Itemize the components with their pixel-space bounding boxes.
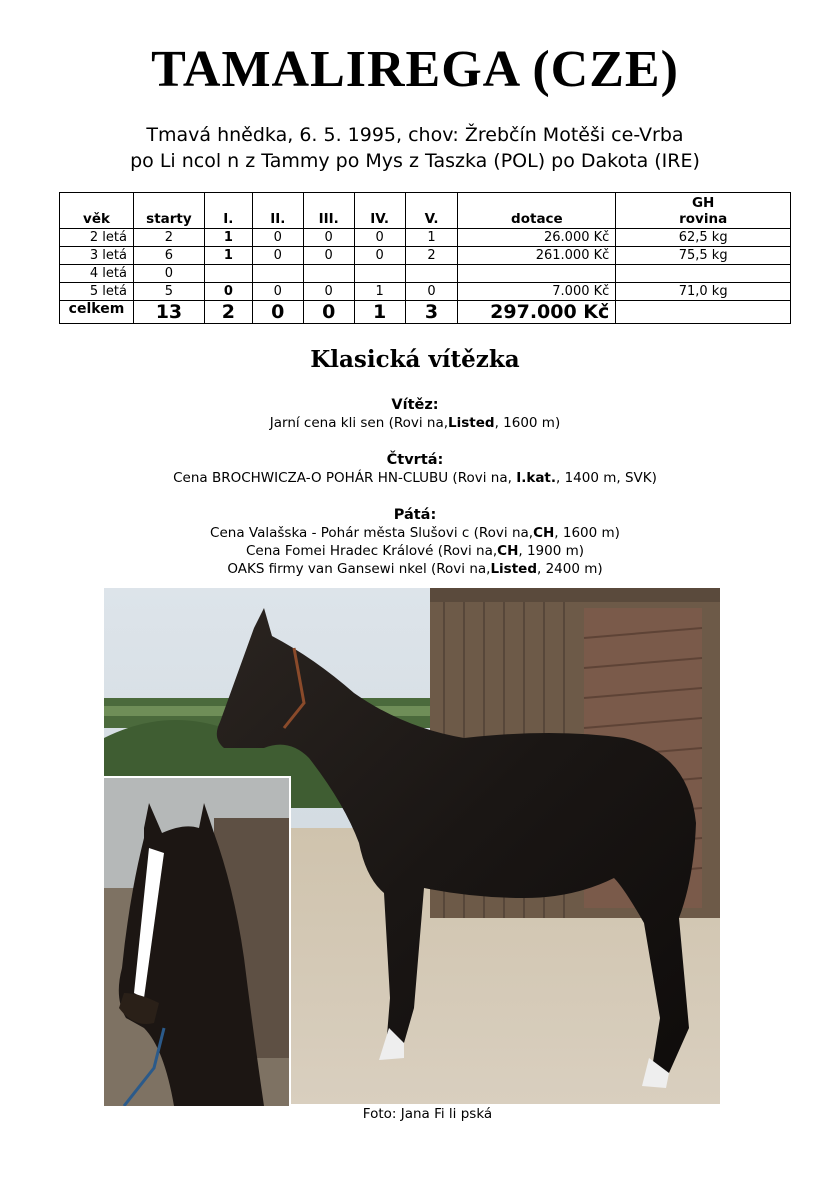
section-title: Klasická vítězka — [310, 346, 520, 373]
col-header-fifth: V. — [405, 193, 458, 229]
photo-caption: Foto: Jana Fi li pská — [362, 1106, 493, 1122]
horse-pedigree: po Li ncol n z Tammy po Mys z Taszka (POL) po Dakota (IRE) — [130, 150, 700, 172]
cell-first: 0 — [204, 283, 252, 301]
gh-header-line2: rovina — [679, 211, 728, 227]
race-text: , 1600 m) — [494, 415, 561, 431]
cell-gh: 71,0 kg — [616, 283, 791, 301]
cell-fourth — [354, 265, 405, 283]
table-row — [60, 283, 791, 301]
cell-first: 1 — [204, 229, 252, 247]
race-grade: I.kat. — [516, 470, 557, 486]
fourth-race — [0, 469, 830, 487]
table-header-row — [60, 193, 791, 229]
winner-block — [0, 396, 830, 432]
cell-total-fourth: 1 — [354, 301, 405, 324]
cell-age: 5 letá — [60, 283, 134, 301]
cell-starts: 2 — [133, 229, 204, 247]
cell-starts: 6 — [133, 247, 204, 265]
race-grade: Listed — [490, 561, 537, 577]
table-row — [60, 247, 791, 265]
cell-first: 1 — [204, 247, 252, 265]
race-grade: Listed — [448, 415, 495, 431]
cell-age: 2 letá — [60, 229, 134, 247]
cell-total-gh — [616, 301, 791, 324]
cell-second: 0 — [252, 247, 303, 265]
cell-prize: 26.000 Kč — [458, 229, 616, 247]
fourth-block — [0, 451, 830, 487]
cell-fourth: 1 — [354, 283, 405, 301]
race-grade: CH — [497, 543, 519, 559]
cell-age: 4 letá — [60, 265, 134, 283]
cell-prize: 7.000 Kč — [458, 283, 616, 301]
horse-details: Tmavá hnědka, 6. 5. 1995, chov: Žrebčín Motěši ce-Vrba — [146, 124, 684, 146]
table-row — [60, 229, 791, 247]
fifth-heading: Pátá: — [393, 507, 437, 523]
page-title: TAMALIREGA (CZE) — [151, 41, 679, 98]
race-text: , 1900 m) — [518, 543, 585, 559]
table-total-row — [60, 301, 791, 324]
cell-third: 0 — [303, 229, 354, 247]
cell-third: 0 — [303, 247, 354, 265]
col-header-fourth: IV. — [354, 193, 405, 229]
col-header-age: věk — [60, 193, 134, 229]
winner-heading: Vítěz: — [391, 397, 439, 413]
race-text: , 2400 m) — [537, 561, 603, 577]
race-record-table — [59, 192, 791, 324]
cell-starts: 0 — [133, 265, 204, 283]
race-text: , 1600 m) — [554, 525, 620, 541]
col-header-prize: dotace — [458, 193, 616, 229]
fifth-race-1 — [0, 524, 830, 542]
cell-fifth: 1 — [405, 229, 458, 247]
cell-second: 0 — [252, 229, 303, 247]
cell-fourth: 0 — [354, 247, 405, 265]
cell-gh — [616, 265, 791, 283]
cell-fourth: 0 — [354, 229, 405, 247]
race-text: Cena BROCHWICZA-O POHÁR HN-CLUBU (Rovi na, — [173, 470, 517, 486]
cell-total-third: 0 — [303, 301, 354, 324]
cell-third: 0 — [303, 283, 354, 301]
cell-total-label: celkem — [60, 301, 134, 324]
cell-age: 3 letá — [60, 247, 134, 265]
cell-gh: 62,5 kg — [616, 229, 791, 247]
fifth-block — [0, 506, 830, 578]
cell-third — [303, 265, 354, 283]
fourth-heading: Čtvrtá: — [386, 452, 444, 468]
fifth-race-3 — [0, 560, 830, 578]
race-text: OAKS firmy van Gansewi nkel (Rovi na, — [227, 561, 491, 577]
race-text: Cena Fomei Hradec Králové (Rovi na, — [245, 543, 498, 559]
col-header-starts: starty — [133, 193, 204, 229]
horse-head-photo — [104, 776, 291, 1106]
cell-first — [204, 265, 252, 283]
cell-second — [252, 265, 303, 283]
cell-total-fifth: 3 — [405, 301, 458, 324]
cell-total-first: 2 — [204, 301, 252, 324]
cell-prize: 261.000 Kč — [458, 247, 616, 265]
cell-fifth — [405, 265, 458, 283]
cell-second: 0 — [252, 283, 303, 301]
race-grade: CH — [533, 525, 555, 541]
cell-starts: 5 — [133, 283, 204, 301]
cell-total-prize: 297.000 Kč — [458, 301, 616, 324]
race-text: Cena Valašska - Pohár města Slušovi c (Rovi na, — [210, 525, 534, 541]
cell-gh: 75,5 kg — [616, 247, 791, 265]
cell-fifth: 0 — [405, 283, 458, 301]
cell-total-second: 0 — [252, 301, 303, 324]
col-header-gh — [616, 193, 791, 229]
fifth-race-2 — [0, 542, 830, 560]
gh-header-line1: GH — [691, 195, 715, 211]
winner-race — [0, 414, 830, 432]
col-header-first: I. — [204, 193, 252, 229]
table-row — [60, 265, 791, 283]
race-text: Jarní cena kli sen (Rovi na, — [269, 415, 449, 431]
race-text: , 1400 m, SVK) — [556, 470, 657, 486]
cell-prize — [458, 265, 616, 283]
col-header-third: III. — [303, 193, 354, 229]
cell-total-starts: 13 — [133, 301, 204, 324]
cell-fifth: 2 — [405, 247, 458, 265]
col-header-second: II. — [252, 193, 303, 229]
